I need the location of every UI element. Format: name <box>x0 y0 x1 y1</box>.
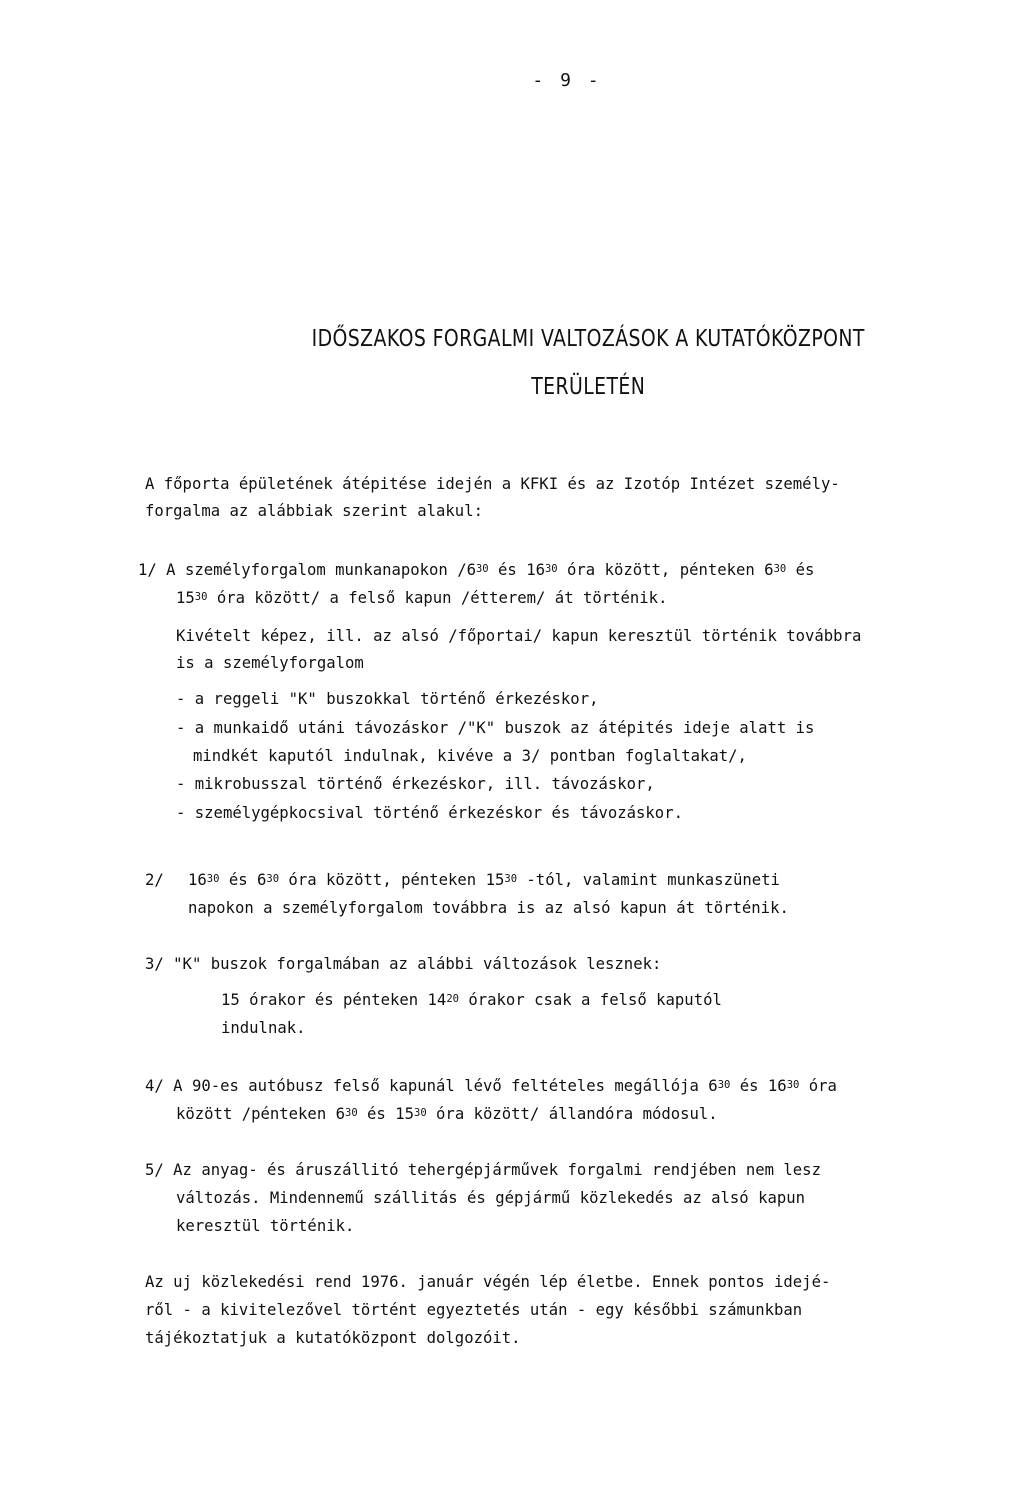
item1-bullet-2: - a munkaidő utáni távozáskor /"K" buszok az átépités ideje alatt is <box>176 719 815 737</box>
item1-bullet-2-continued: mindkét kaputól indulnak, kivéve a 3/ pontban foglaltakat/, <box>193 747 747 765</box>
page-number: - 9 - <box>532 70 602 91</box>
intro-line-1: A főporta épületének átépitése idején a KFKI és az Izotóp Intézet személy- <box>145 475 840 493</box>
item1-line-3: Kivételt képez, ill. az alsó /főportai/ kapun keresztül történik továbbra <box>176 627 862 645</box>
page-title-continued: TERÜLETÉN <box>531 374 646 400</box>
item1-line-2: $15^{30}$ óra között/ a felső kapun /étterem/ át történik. <box>176 589 668 607</box>
item4-line-2: között /pénteken $6^{30}$ és $15^{30}$ óra között/ állandóra módosul. <box>176 1105 718 1123</box>
item5-line-3: keresztül történik. <box>176 1217 355 1235</box>
item1-line-4: is a személyforgalom <box>176 654 364 672</box>
item3-line-2: 15 órakor és pénteken $14^{20}$ órakor csak a felső kaputól <box>221 991 722 1009</box>
item5-line-2: változás. Mindennemű szállitás és gépjármű közlekedés az alsó kapun <box>176 1189 806 1207</box>
item1-bullet-3: - mikrobusszal történő érkezéskor, ill. távozáskor, <box>176 775 655 793</box>
item1-line-1: 1/ A személyforgalom munkanapokon $/6^{30}$ és $16^{30}$ óra között, pénteken $6^{30}$ és <box>138 561 815 579</box>
item5-line-1: 5/ Az anyag- és áruszállitó tehergépjárművek forgalmi rendjében nem lesz <box>145 1161 821 1179</box>
item3-line-1: 3/ "K" buszok forgalmában az alábbi változások lesznek: <box>145 955 662 973</box>
item3-line-3: indulnak. <box>221 1019 306 1037</box>
item1-bullet-1: - a reggeli "K" buszokkal történő érkezéskor, <box>176 690 599 708</box>
closing-line-3: tájékoztatjuk a kutatóközpont dolgozóit. <box>145 1329 521 1347</box>
item1-bullet-4: - személygépkocsival történő érkezéskor és távozáskor. <box>176 804 683 822</box>
item2-line-1: $16^{30}$ és $6^{30}$ óra között, pénteken $15^{30}$ -tól, valamint munkaszüneti <box>188 871 780 889</box>
closing-line-1: Az uj közlekedési rend 1976. január végén lép életbe. Ennek pontos idejé- <box>145 1273 831 1291</box>
intro-line-2: forgalma az alábbiak szerint alakul: <box>145 502 483 520</box>
page-title: IDŐSZAKOS FORGALMI VALTOZÁSOK A KUTATÓKÖZPONT <box>311 326 865 352</box>
closing-line-2: ről - a kivitelezővel történt egyeztetés után - egy későbbi számunkban <box>145 1301 803 1319</box>
item2-number: 2/ <box>145 871 164 889</box>
item4-line-1: 4/ A 90-es autóbusz felső kapunál lévő feltételes megállója $6^{30}$ és $16^{30}$ óra <box>145 1077 837 1095</box>
item2-line-2: napokon a személyforgalom továbbra is az alsó kapun át történik. <box>188 899 789 917</box>
